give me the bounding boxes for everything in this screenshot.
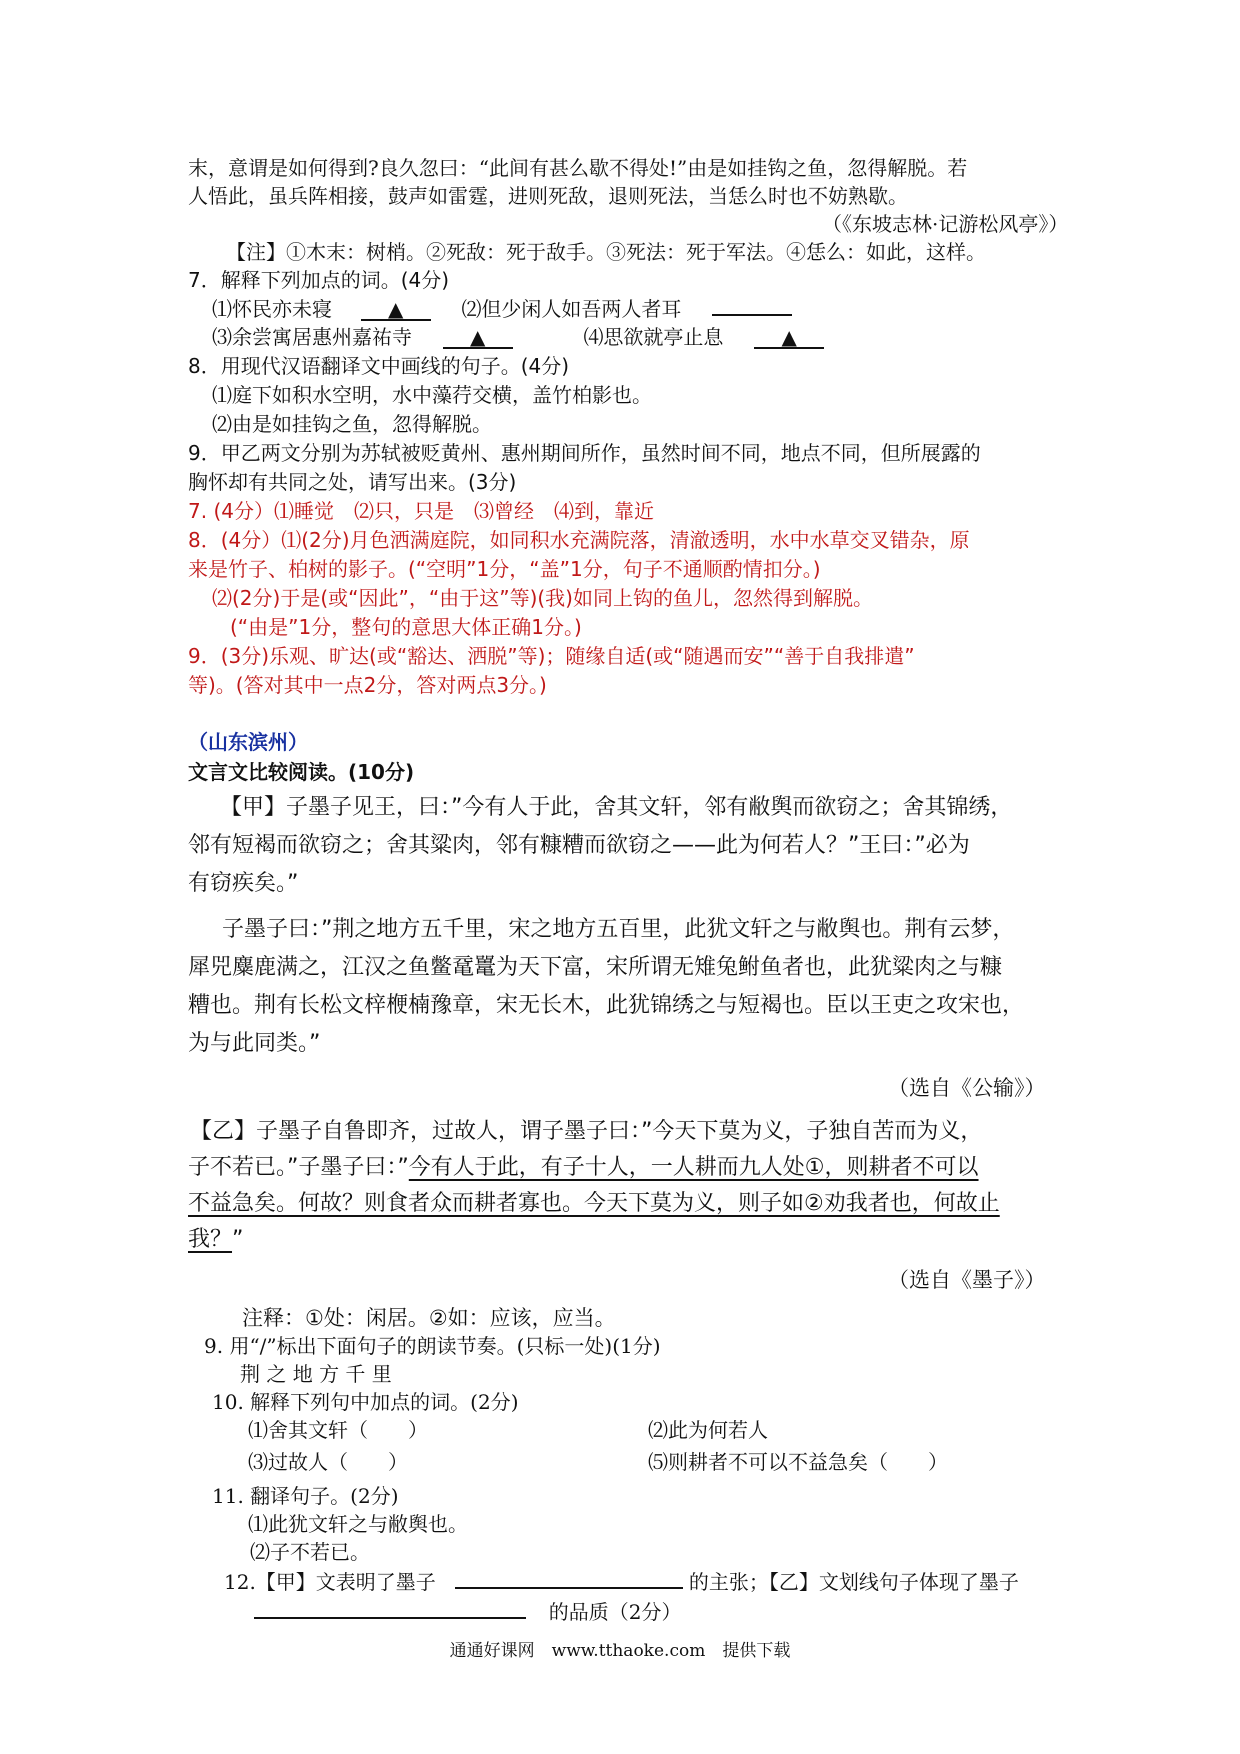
yi-passage-line: [188, 1222, 243, 1253]
jia-passage-line: 为与此同类。”: [188, 1031, 321, 1056]
answer-8-line: 8．(4分）⑴(2分)月色洒满庭院，如同积水充满院落，清澈透明，水中水草交叉错杂，原: [188, 528, 970, 552]
question-10-item-2: ⑵此为何若人: [648, 1418, 768, 1442]
question-7-item-3: ⑶余尝寓居惠州嘉祐寺: [212, 325, 412, 349]
underlined-sentence: 不益急矣。何故？则食者众而耕者寡也。今天下莫为义，则子如②劝我者也，何故止: [188, 1191, 1000, 1216]
question-12-text: 12.【甲】文表明了墨子: [224, 1570, 436, 1594]
jia-passage-line: 子墨子曰：”荆之地方五千里，宋之地方五百里，此犹文轩之与敝舆也。荆有云梦，: [222, 917, 1015, 942]
question-7-row-1: [212, 293, 792, 322]
question-12-text: 的主张；【乙】文划线句子体现了墨子: [688, 1570, 1019, 1594]
passage-note: 【注】①木末：树梢。②死敌：死于敌手。③死法：死于军法。④恁么：如此，这样。: [226, 240, 986, 264]
answer-9-line: 9．(3分)乐观、旷达(或“豁达、洒脱”等)；随缘自适(或“随遇而安”“善于自我排遣”: [188, 644, 915, 668]
question-8-title: 8．用现代汉语翻译文中画线的句子。(4分): [188, 354, 570, 378]
question-9-line: 胸怀却有共同之处，请写出来。(3分): [188, 470, 517, 494]
jia-passage-line: 【甲】子墨子见王，曰：”今有人于此，舍其文轩，邻有敝舆而欲窃之；舍其锦绣，: [220, 795, 1013, 820]
answer-blank: [712, 313, 792, 316]
yi-passage-line: 【乙】子墨子自鲁即齐，过故人，谓子墨子曰：”今天下莫为义，子独自苦而为义，: [190, 1119, 983, 1144]
answer-8-line: 来是竹子、柏树的影子。(“空明”1分，“盖”1分，句子不通顺酌情扣分。): [188, 557, 821, 581]
question-9-line: 9．甲乙两文分别为苏轼被贬黄州、惠州期间所作，虽然时间不同，地点不同，但所展露的: [188, 441, 981, 465]
yi-text: ”: [232, 1227, 244, 1252]
answer-8-line: (“由是”1分，整句的意思大体正确1分。): [230, 615, 582, 639]
question-10-item-5: ⑸则耕者不可以不益急矣（ ）: [648, 1450, 948, 1474]
question-10-title: 10. 解释下列句中加点的词。(2分): [212, 1390, 519, 1414]
answer-blank-triangle: ▲: [754, 327, 824, 349]
question-11-item-2: ⑵子不若已。: [250, 1540, 370, 1564]
yi-source: （选自《墨子》）: [888, 1268, 1046, 1292]
passage-line: 末，意谓是如何得到?良久忽曰：“此间有甚么歇不得处!”由是如挂钩之鱼，忽得解脱。若: [188, 156, 968, 180]
question-7-item-2: ⑵但少闲人如吾两人者耳: [461, 297, 682, 321]
question-7-row-2: [212, 321, 824, 350]
question-9-title: 9. 用“/”标出下面句子的朗读节奏。(只标一处)(1分): [204, 1334, 661, 1358]
question-7-item-4: ⑷思欲就亭止息: [583, 325, 724, 349]
underlined-sentence: 我？: [188, 1227, 233, 1252]
page-footer: 通通好课网 www.tthaoke.com 提供下载: [449, 1641, 791, 1661]
answer-blank: [455, 1586, 683, 1589]
jia-passage-line: 糟也。荆有长松文梓楩楠豫章，宋无长木，此犹锦绣之与短褐也。臣以王吏之攻宋也，: [188, 993, 1025, 1018]
answer-blank-triangle: ▲: [443, 327, 513, 349]
yi-passage-line: [188, 1150, 979, 1181]
question-8-item-1: ⑴庭下如积水空明，水中藻荇交横，盖竹柏影也。: [212, 383, 652, 407]
question-11-item-1: ⑴此犹文轩之与敝舆也。: [248, 1512, 468, 1536]
question-12-line-1: [224, 1566, 1019, 1595]
question-10-item-3: ⑶过故人（ ）: [248, 1450, 408, 1474]
question-11-title: 11. 翻译句子。(2分): [212, 1484, 399, 1508]
region-label: （山东滨州）: [188, 730, 308, 754]
answer-7: 7. (4分）⑴睡觉 ⑵只，只是 ⑶曾经 ⑷到，靠近: [188, 499, 654, 523]
answer-9-line: 等)。(答对其中一点2分，答对两点3分。): [188, 673, 547, 697]
answer-8-line: ⑵(2分)于是(或“因此”，“由于这”等)(我)如同上钩的鱼儿，忽然得到解脱。: [212, 586, 873, 610]
jia-passage-line: 有窃疾矣。”: [188, 871, 299, 896]
question-7-title: 7．解释下列加点的词。(4分): [188, 268, 450, 292]
question-9-sentence: 荆 之 地 方 千 里: [240, 1362, 392, 1386]
annotation: 注释：①处：闲居。②如：应该，应当。: [242, 1306, 616, 1330]
passage-source: （《东坡志林·记游松风亭》）: [822, 212, 1069, 236]
jia-source: （选自《公输》）: [888, 1076, 1046, 1100]
answer-blank: [254, 1616, 526, 1619]
passage-line: 人悟此，虽兵阵相接，鼓声如雷霆，进则死敌，退则死法，当恁么时也不妨熟歇。: [188, 184, 908, 208]
underlined-sentence: 今有人于此，有子十人，一人耕而九人处①，则耕者不可以: [408, 1155, 979, 1180]
yi-text: 子不若已。”子墨子曰：”: [188, 1155, 409, 1180]
jia-passage-line: 犀兕麋鹿满之，江汉之鱼鳖鼋鼍为天下富，宋所谓无雉兔鲋鱼者也，此犹粱肉之与糠: [188, 955, 1003, 980]
question-10-item-1: ⑴舍其文轩（ ）: [248, 1418, 428, 1442]
question-12-line-2: [254, 1596, 681, 1625]
answer-blank-triangle: ▲: [361, 299, 431, 321]
section-heading: 文言文比较阅读。(10分): [188, 760, 415, 784]
question-8-item-2: ⑵由是如挂钩之鱼，忽得解脱。: [212, 412, 492, 436]
question-12-text: 的品质（2分）: [548, 1600, 682, 1624]
question-7-item-1: ⑴怀民亦未寝: [212, 297, 332, 321]
jia-passage-line: 邻有短褐而欲窃之；舍其粱肉，邻有糠糟而欲窃之——此为何若人？”王曰：”必为: [188, 833, 970, 858]
